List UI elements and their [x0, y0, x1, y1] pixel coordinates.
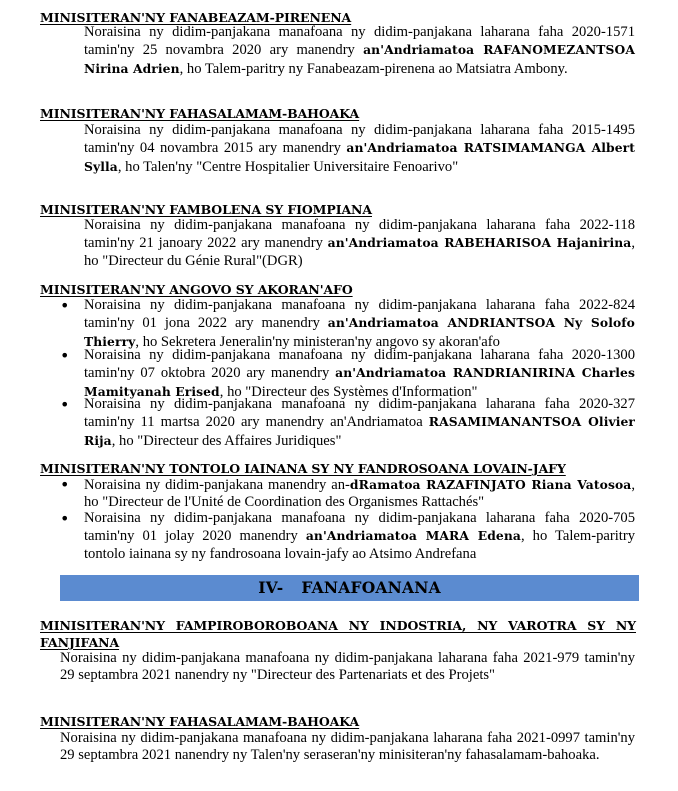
decree-paragraph [84, 476, 635, 512]
decree-text: Noraisina ny didim-panjakana manafoana ny didim-panjakana laharana faha 2020-705 tamin'ny 01 jolay 2020 manendry [84, 510, 635, 545]
appointee-name: dRamatoa RAZAFINJATO Riana Vatosoa [349, 477, 632, 492]
decree-text: , ho "Directeur du Génie Rural"(DGR) [84, 235, 635, 269]
bullet-icon: • [60, 296, 70, 315]
decree-text: , ho Talem-paritry tontolo iainana sy ny fandrosoana lovain-jafy ao Atsimo Andrefana [84, 528, 636, 562]
appointee-name: RASAMIMANANTSOA Olivier Rija [84, 414, 635, 448]
appointee-name: an'Andriamatoa ANDRIANTSOA Ny Solofo Thierry [84, 315, 635, 349]
decree-text: , ho "Directeur des Systèmes d'Information" [219, 383, 478, 400]
decree-text: Noraisina ny didim-panjakana manendry an- [84, 477, 350, 493]
decree-text: , ho Talen'ny "Centre Hospitalier Universitaire Fenoarivo" [117, 158, 459, 175]
decree-text: , ho Sekretera Jeneralin'ny ministeran'ny angovo sy akoran'afo [135, 333, 500, 350]
banner-label: FANAFOANANA [301, 578, 441, 597]
section-heading-energy: MINISITERAN'NY ANGOVO SY AKORAN'AFO [40, 282, 353, 297]
decree-paragraph [84, 122, 635, 176]
section-banner [60, 575, 639, 601]
bullet-icon: • [60, 509, 70, 528]
banner-title [60, 575, 639, 601]
section-heading-education: MINISITERAN'NY FANABEAZAM-PIRENENA [40, 10, 352, 25]
decree-paragraph [84, 347, 635, 401]
decree-paragraph [84, 510, 635, 563]
section-heading-industry: MINISITERAN'NY FAMPIROBOROBOANA NY INDOSTRIA, NY VAROTRA SY NY FANJIFANA [40, 618, 636, 650]
section-heading-agriculture: MINISITERAN'NY FAMBOLENA SY FIOMPIANA [40, 202, 372, 217]
section-heading-environment: MINISITERAN'NY TONTOLO IAINANA SY NY FANDROSOANA LOVAIN-JAFY [40, 461, 566, 476]
decree-text: Noraisina ny didim-panjakana manafoana ny didim-panjakana laharana faha 2022-118 tamin'ny 21 janoary 2022 ary manendry [84, 217, 635, 252]
decree-text: Noraisina ny didim-panjakana manafoana ny didim-panjakana laharana faha 2020-327 tamin'ny 11 martsa 2020 ary manendry an'Andriamatoa [84, 396, 635, 431]
appointee-name: an'Andriamatoa RABEHARISOA Hajanirina [327, 235, 632, 251]
decree-text: Noraisina ny didim-panjakana manafoana ny didim-panjakana laharana faha 2020-1300 tamin'ny 07 oktobra 2020 ary manendry [84, 347, 635, 382]
appointee-name: an'Andriamatoa RATSIMAMANGA Albert Sylla [84, 140, 635, 174]
decree-paragraph [84, 24, 635, 78]
appointee-name: an'Andriamatoa MARA Edena [305, 528, 521, 544]
banner-number: IV- [258, 578, 284, 597]
repeal-paragraph: Noraisina ny didim-panjakana manafoana ny didim-panjakana laharana faha 2021-0997 tamin'ny 29 septambra 2021 nanendry ny Talen'ny seraseran'ny minisiteran'ny fahasalamam-bahoaka. [60, 730, 635, 764]
decree-text: , ho "Directeur des Affaires Juridiques" [111, 432, 342, 449]
bullet-icon: • [60, 395, 70, 414]
bullet-icon: • [60, 475, 70, 494]
appointee-name: an'Andriamatoa RANDRIANIRINA Charles Mamityanah Erised [84, 365, 635, 399]
decree-text: , ho Talem-paritry ny Fanabeazam-pirenena ao Matsiatra Ambony. [179, 60, 568, 77]
decree-paragraph [84, 217, 635, 270]
decree-text: Noraisina ny didim-panjakana manafoana ny didim-panjakana laharana faha 2022-824 tamin'ny 01 jona 2022 ary manendry [84, 297, 635, 332]
decree-paragraph [84, 297, 635, 351]
bullet-icon: • [60, 346, 70, 365]
decree-text: Noraisina ny didim-panjakana manafoana ny didim-panjakana laharana faha 2015-1495 tamin'ny 04 novambra 2015 ary manendry [84, 122, 635, 157]
decree-text: , ho "Directeur de l'Unité de Coordination des Organismes Rattachés" [84, 477, 636, 511]
section-heading-health-2: MINISITERAN'NY FAHASALAMAM-BAHOAKA [40, 714, 360, 729]
repeal-paragraph: Noraisina ny didim-panjakana manafoana ny didim-panjakana laharana faha 2021-979 tamin'ny 29 septambra 2021 nanendry ny "Directeur des Partenariats et des Projets" [60, 650, 635, 684]
decree-paragraph [84, 396, 635, 450]
appointee-name: an'Andriamatoa RAFANOMEZANTSOA Nirina Adrien [84, 42, 635, 76]
section-heading-health: MINISITERAN'NY FAHASALAMAM-BAHOAKA [40, 106, 360, 121]
decree-text: Noraisina ny didim-panjakana manafoana ny didim-panjakana laharana faha 2020-1571 tamin'ny 25 novambra 2020 ary manendry [84, 24, 635, 59]
